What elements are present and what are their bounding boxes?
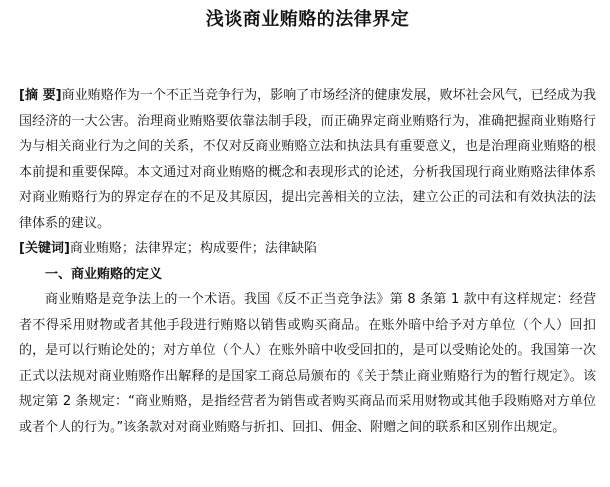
section-heading: 一、商业贿赂的定义 [45,266,163,282]
document-title: 浅谈商业贿赂的法律界定 [205,9,410,30]
abstract-text: 商业贿赂作为一个不正当竞争行为，影响了市场经济的健康发展，败坏社会风气，已经成为我国经济的一大公害。治理商业贿赂要依靠法制手段，而正确界定商业贿赂行为，准确把握商业贿赂行为与相关商业行为之间的关系，不仅对反商业贿赂立法和执法具有重要意义，也是治理商业贿赂的根本前提和重要保障。本文通过对商业贿赂的概念和表现形式的论述，分析我国现行商业贿赂法律体系对商业贿赂行为的界定存在的不足及其原因，提出完善相关的立法，建立公正的司法和有效执法的法律体系的建议。 [19,88,596,231]
keywords-line [19,236,596,262]
body-paragraph: 商业贿赂是竞争法上的一个术语。我国《反不正当竞争法》第 8 条第 1 款中有这样规定：经营者不得采用财物或者其他手段进行贿赂以销售或购买商品。在账外暗中给予对方单位（个人）回扣的，是可以行贿论处的；对方单位（个人）在账外暗中收受回扣的，是可以受贿论处的。我国第一次正式以法规对商业贿赂作出解释的是国家工商总局颁布的《关于禁止商业贿赂行为的暂行规定》。该规定第 2 条规定：“商业贿赂，是指经营者为销售或者购买商品而采用财物或其他手段贿赂对方单位或者个人的行为。”该条款对对商业贿赂与折扣、回扣、佣金、附赠之间的联系和区别作出规定。 [19,292,596,435]
keywords-label: [关键词] [19,241,70,256]
abstract-paragraph [19,83,596,236]
keywords-text: 商业贿赂；法律界定；构成要件；法律缺陷 [69,241,317,256]
abstract-label: [摘 要] [19,88,62,103]
